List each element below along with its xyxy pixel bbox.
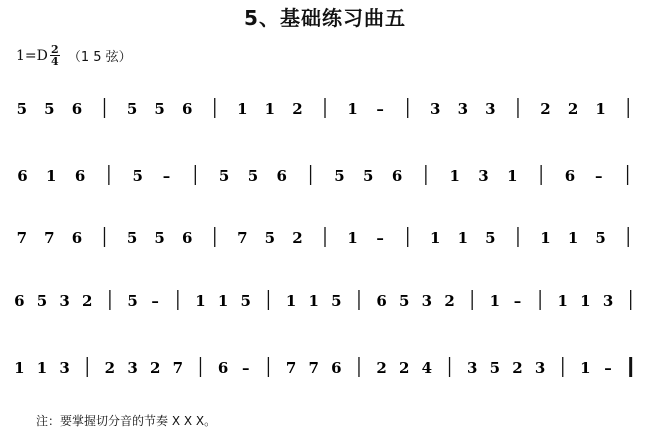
note: 5 xyxy=(331,292,342,310)
page-title: 5、基础练习曲五 xyxy=(244,6,406,30)
time-bottom: 4 xyxy=(51,55,59,68)
note: 3 xyxy=(127,359,138,377)
note: 3 xyxy=(485,100,496,118)
dash-note: – xyxy=(595,167,603,185)
note: 1 xyxy=(217,292,229,310)
note: 5 xyxy=(240,292,251,310)
note: 1 xyxy=(449,167,460,185)
dash-note: – xyxy=(242,359,250,377)
note: 7 xyxy=(237,229,248,247)
dash-note: – xyxy=(376,229,384,247)
note: 6 xyxy=(376,292,387,310)
note: 1 xyxy=(14,359,25,377)
note: 2 xyxy=(104,359,116,377)
string-indication: （1 5 弦） xyxy=(67,50,132,65)
dash-note: – xyxy=(513,292,522,310)
note: 5 xyxy=(16,100,28,118)
note: 3 xyxy=(59,359,70,377)
note: 1 xyxy=(347,100,358,118)
note: 5 xyxy=(485,229,496,247)
note: 1 xyxy=(264,100,276,118)
note: 2 xyxy=(376,359,387,377)
dash-note: – xyxy=(376,100,384,118)
note: 1 xyxy=(595,100,606,118)
note: 1 xyxy=(195,292,206,310)
note: 3 xyxy=(421,292,433,310)
note: 5 xyxy=(126,229,138,247)
note: 5 xyxy=(264,229,276,247)
note: 1 xyxy=(36,359,48,377)
note: 6 xyxy=(181,229,193,247)
note: 5 xyxy=(399,292,410,310)
note: 6 xyxy=(71,229,83,247)
note: 2 xyxy=(149,359,161,377)
note: 6 xyxy=(71,100,83,118)
note: 1 xyxy=(430,229,441,247)
note: 6 xyxy=(217,359,229,377)
note: 7 xyxy=(44,229,55,247)
note: 5 xyxy=(154,229,165,247)
note: 5 xyxy=(489,359,501,377)
note: 1 xyxy=(457,229,469,247)
note: 6 xyxy=(17,167,28,185)
note: 1 xyxy=(580,359,591,377)
note: 6 xyxy=(14,292,25,310)
note: 3 xyxy=(534,359,546,377)
note: 1 xyxy=(540,229,551,247)
note: 2 xyxy=(399,359,410,377)
note: 7 xyxy=(16,229,28,247)
note: 6 xyxy=(331,359,342,377)
dash-note: – xyxy=(604,359,612,377)
note: 6 xyxy=(181,100,193,118)
note: 1 xyxy=(285,292,297,310)
key-label: 1=D xyxy=(16,47,48,64)
note: 1 xyxy=(580,292,591,310)
note: 1 xyxy=(347,229,358,247)
note: 7 xyxy=(285,359,297,377)
note: 3 xyxy=(59,292,70,310)
note: 1 xyxy=(489,292,501,310)
note: 5 xyxy=(154,100,165,118)
note: 3 xyxy=(457,100,469,118)
time-top: 2 xyxy=(51,43,59,56)
note: 1 xyxy=(46,167,57,185)
note: 1 xyxy=(507,167,518,185)
note: 2 xyxy=(512,359,523,377)
note: 3 xyxy=(478,167,489,185)
dash-note: – xyxy=(162,167,171,185)
note: 1 xyxy=(567,229,579,247)
note: 1 xyxy=(557,292,568,310)
note: 5 xyxy=(36,292,48,310)
note: 1 xyxy=(308,292,319,310)
note: 2 xyxy=(567,100,579,118)
note: 7 xyxy=(308,359,319,377)
note: 3 xyxy=(430,100,441,118)
note: 5 xyxy=(126,100,138,118)
note: 5 xyxy=(363,167,374,185)
note: 2 xyxy=(292,100,303,118)
note: 2 xyxy=(82,292,93,310)
note: 6 xyxy=(74,167,86,185)
note: 3 xyxy=(602,292,614,310)
note: 2 xyxy=(540,100,551,118)
note: 5 xyxy=(595,229,606,247)
note: 5 xyxy=(44,100,55,118)
note: 1 xyxy=(237,100,248,118)
note: 6 xyxy=(564,167,576,185)
note: 6 xyxy=(276,167,287,185)
note: 2 xyxy=(292,229,303,247)
note: 5 xyxy=(247,167,259,185)
note: 4 xyxy=(421,359,433,377)
note: 5 xyxy=(334,167,345,185)
footnote: 注：要掌握切分音的节奏 X X X。 xyxy=(36,414,217,428)
note: 6 xyxy=(391,167,403,185)
dash-note: – xyxy=(151,292,159,310)
note: 2 xyxy=(444,292,455,310)
note: 3 xyxy=(466,359,478,377)
note: 5 xyxy=(127,292,138,310)
note: 7 xyxy=(172,359,184,377)
note: 5 xyxy=(132,167,143,185)
note: 5 xyxy=(218,167,230,185)
